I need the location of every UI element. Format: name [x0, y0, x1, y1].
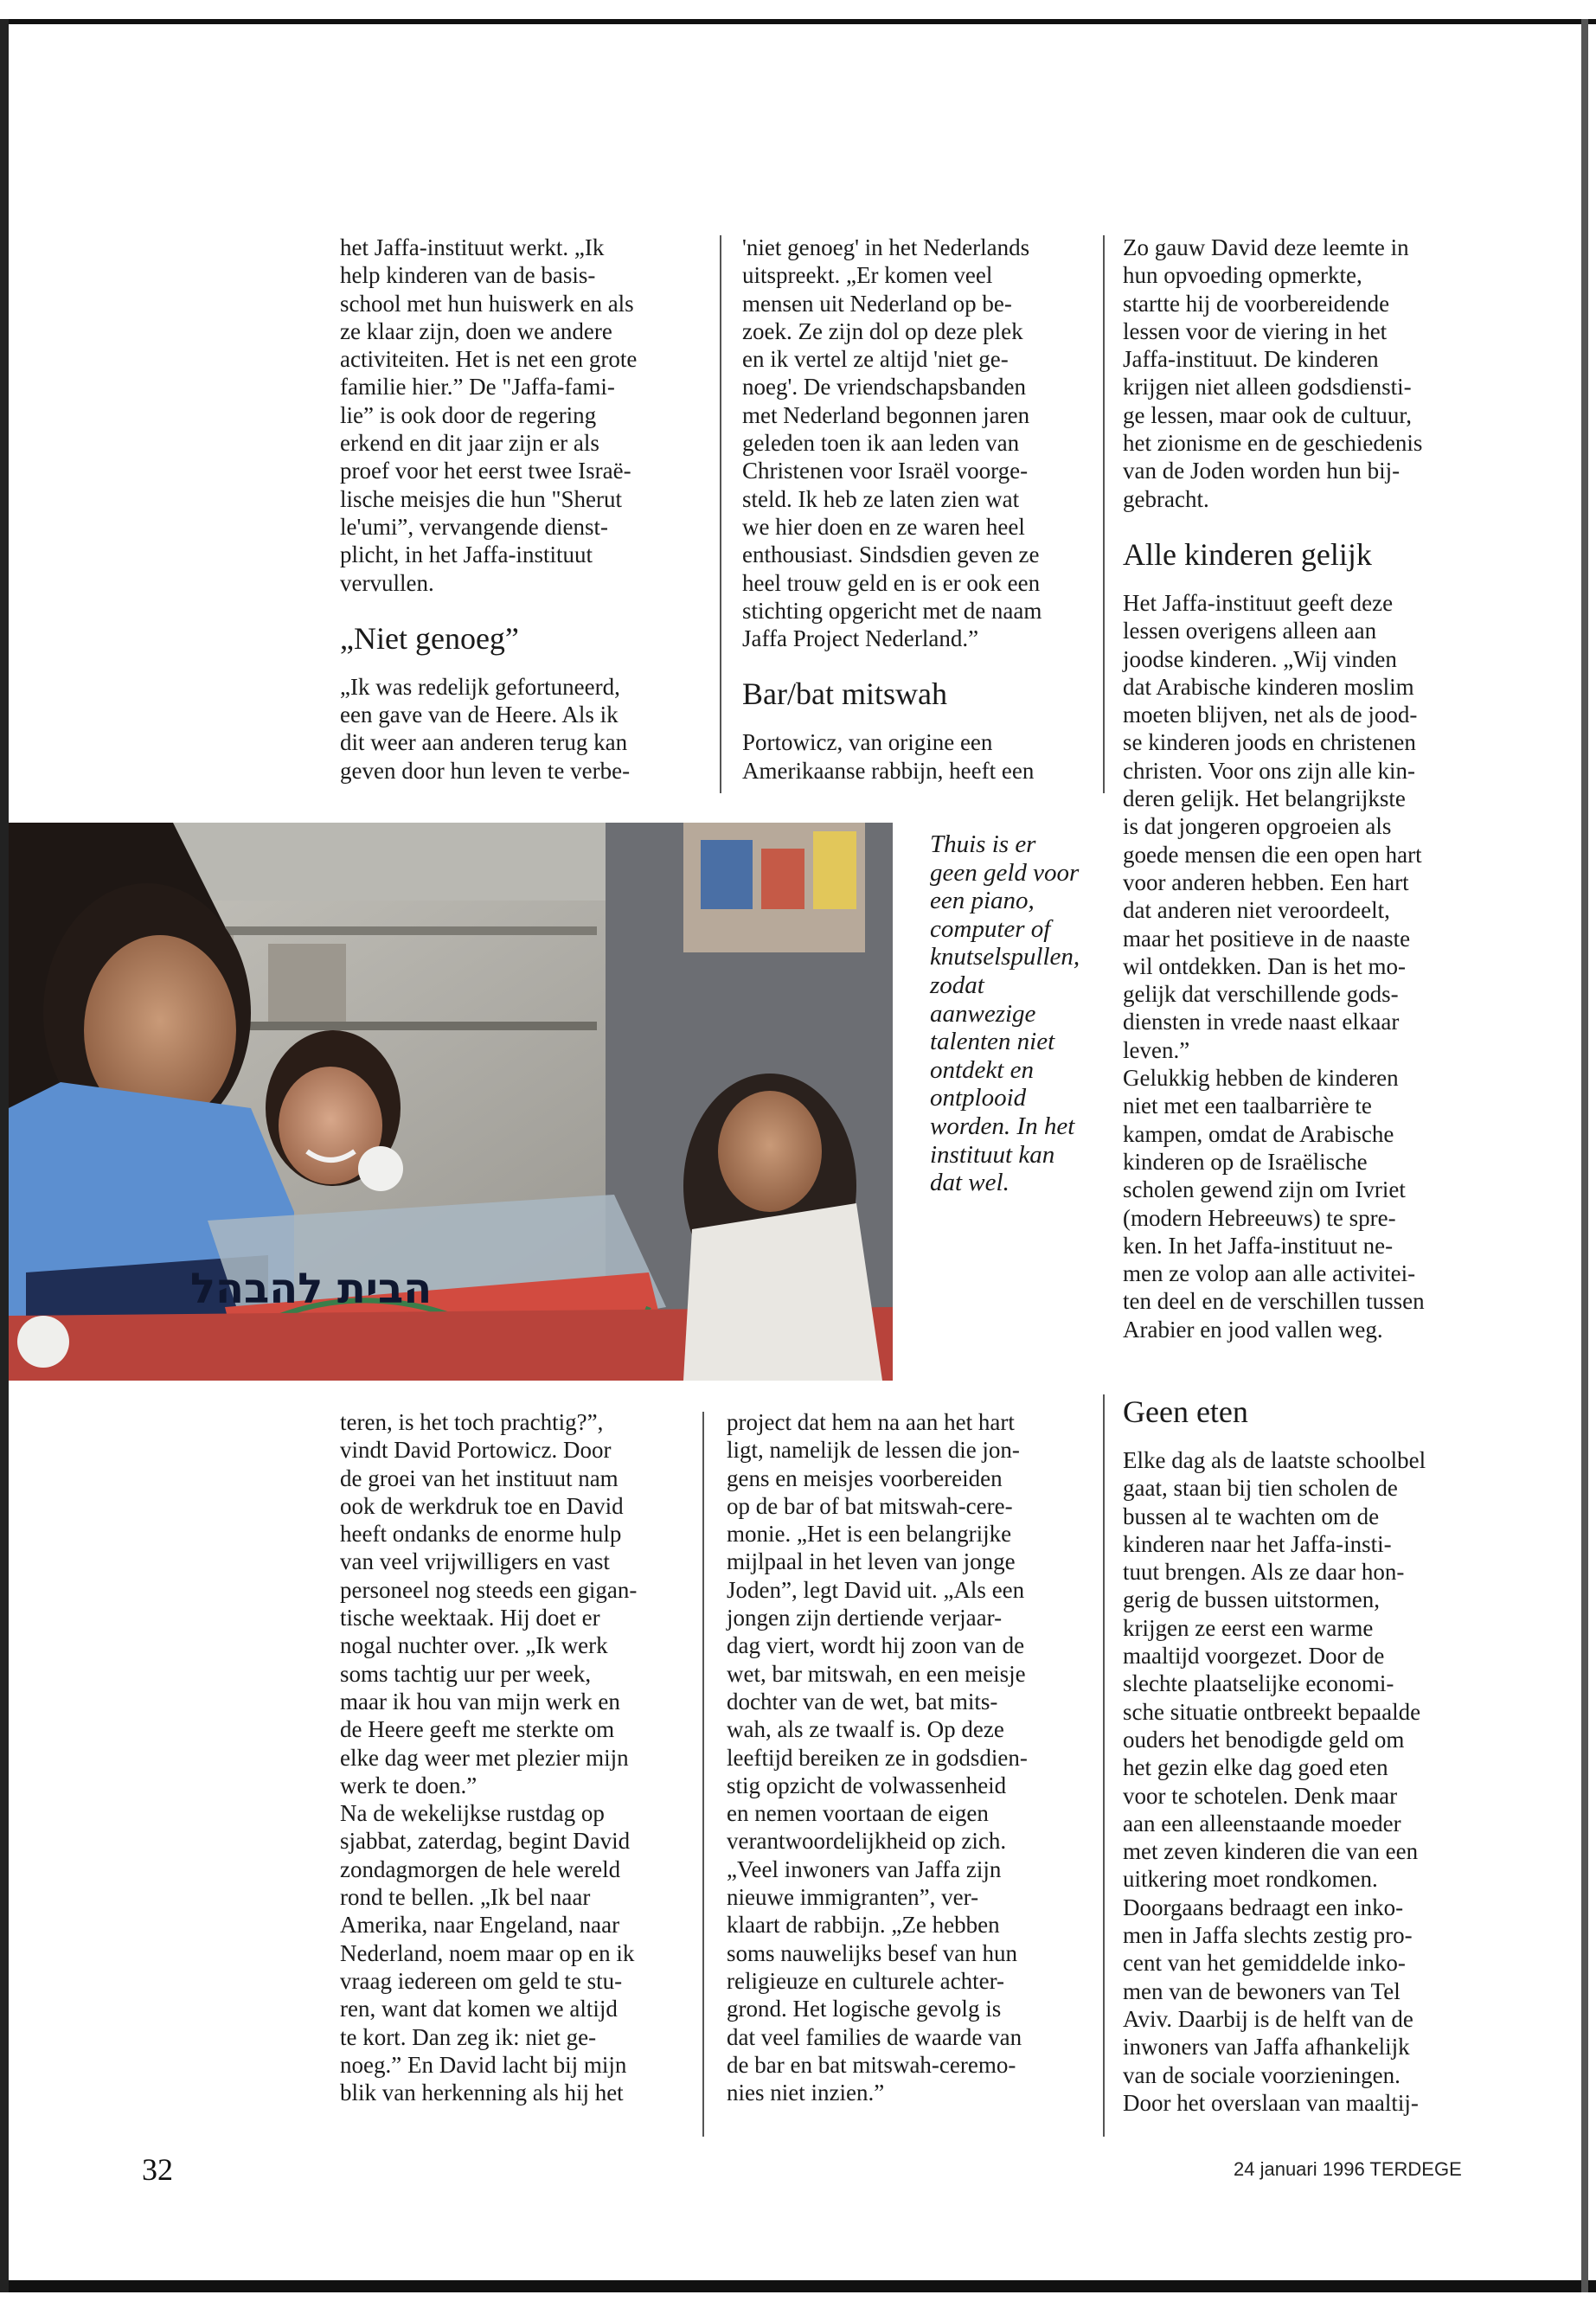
footer-issue-date: 24 januari 1996 TERDEGE: [1234, 2158, 1462, 2180]
text-line: school met hun huiswerk en als: [340, 290, 634, 317]
text-line: vervullen.: [340, 569, 434, 596]
text-line: activiteiten. Het is net een grote: [340, 346, 638, 373]
text-line: dat veel families de waarde van: [727, 2023, 1022, 2050]
text-line: de bar en bat mitswah-ceremo-: [727, 2051, 1016, 2078]
text-line: Amerika, naar Engeland, naar: [340, 1912, 620, 1939]
text-line: steld. Ik heb ze laten zien wat: [742, 485, 1020, 512]
text-line: de Heere geeft me sterkte om: [340, 1716, 615, 1743]
text-line: Christenen voor Israël voorge-: [742, 458, 1029, 484]
text-line: Elke dag als de laatste schoolbel: [1123, 1447, 1426, 1473]
page-frame-bottom: [0, 2280, 1596, 2292]
text-line: Na de wekelijkse rustdag op: [340, 1800, 605, 1827]
text-line: lessen voor de viering in het: [1123, 317, 1388, 344]
text-line: geven door hun leven te verbe-: [340, 757, 631, 784]
text-line: stichting opgericht met de naam: [742, 597, 1042, 624]
text-line: de groei van het instituut nam: [340, 1465, 619, 1491]
text-line: uitkering moet rondkomen.: [1123, 1866, 1378, 1893]
text-line: startte hij de voorbereidende: [1123, 290, 1390, 317]
article-photo: [9, 823, 893, 1381]
text-line: uitspreekt. „Er komen veel: [742, 262, 993, 289]
text-line: le'umi”, vervangende dienst-: [340, 513, 608, 540]
text-line: nieuwe immigranten”, ver-: [727, 1884, 979, 1911]
text-line: Arabier en jood vallen weg.: [1123, 1316, 1383, 1343]
text-line: mijlpaal in het leven van jonge: [727, 1548, 1016, 1575]
text-line: Joden”, legt David uit. „Als een: [727, 1576, 1025, 1603]
col1-intro-paragraph: [340, 234, 679, 597]
text-line: 'niet genoeg' in het Nederlands: [742, 234, 1030, 260]
article-column-3-lower: [1123, 1394, 1469, 2117]
text-line: rond te bellen. „Ik bel naar: [340, 1884, 591, 1911]
text-line: ook de werkdruk toe en David: [340, 1492, 624, 1519]
text-line: we hier doen en ze waren heel: [742, 513, 1025, 540]
text-line: bussen al te wachten om de: [1123, 1503, 1380, 1529]
col2-upper-paragraph: [742, 234, 1084, 652]
text-line: sche situatie ontbreekt bepaalde: [1123, 1698, 1421, 1725]
text-line: ligt, namelijk de lessen die jon-: [727, 1437, 1020, 1464]
text-line: leeftijd bereiken ze in godsdien-: [727, 1744, 1028, 1771]
text-line: plicht, in het Jaffa-instituut: [340, 542, 593, 568]
col1-niet-genoeg-paragraph: [340, 673, 679, 785]
text-line: heel trouw geld en is er ook een: [742, 569, 1041, 596]
text-line: nogal nuchter over. „Ik werk: [340, 1632, 608, 1659]
text-line: inwoners van Jaffa afhankelijk: [1123, 2034, 1410, 2061]
text-line: dat Arabische kinderen moslim: [1123, 673, 1414, 700]
col2-lower-paragraph: [727, 1408, 1073, 2106]
text-line: ren, want dat komen we altijd: [340, 1996, 618, 2022]
text-line: erkend en dit jaar zijn er als: [340, 430, 599, 457]
text-line: klaart de rabbijn. „Ze hebben: [727, 1912, 1000, 1939]
text-line: soms nauwelijks besef van hun: [727, 1939, 1017, 1966]
text-line: „Ik was redelijk gefortuneerd,: [340, 673, 620, 700]
text-line: elke dag weer met plezier mijn: [340, 1744, 629, 1771]
text-line: mensen uit Nederland op be-: [742, 290, 1012, 317]
text-line: Zo gauw David deze leemte in: [1123, 234, 1409, 260]
text-line: goede mensen die een open hart: [1123, 841, 1422, 868]
text-line: zoek. Ze zijn dol op deze plek: [742, 317, 1023, 344]
text-line: men ze volop aan alle activitei-: [1123, 1260, 1416, 1287]
text-line: noeg.” En David lacht bij mijn: [340, 2051, 627, 2078]
text-line: christen. Voor ons zijn alle kin-: [1123, 757, 1415, 784]
text-line: zondagmorgen de hele wereld: [340, 1856, 621, 1882]
text-line: wah, als ze twaalf is. Op deze: [727, 1716, 1004, 1743]
text-line: het gezin elke dag goed eten: [1123, 1754, 1388, 1781]
text-line: ze klaar zijn, doen we andere: [340, 317, 612, 344]
text-line: kampen, omdat de Arabische: [1123, 1120, 1394, 1147]
text-line: hun opvoeding opmerkte,: [1123, 262, 1362, 289]
text-line: vraag iedereen om geld te stu-: [340, 1967, 623, 1994]
text-line: op de bar of bat mitswah-cere-: [727, 1492, 1013, 1519]
article-column-2-lower: [727, 1408, 1073, 2106]
article-column-1-upper: [340, 234, 679, 785]
text-line: voor anderen hebben. Een hart: [1123, 868, 1409, 895]
heading-niet-genoeg: „Niet genoeg”: [340, 620, 519, 656]
text-line: wil ontdekken. Dan is het mo-: [1123, 952, 1406, 979]
text-line: ge lessen, maar ook de cultuur,: [1123, 401, 1413, 428]
page-frame-top: [0, 19, 1596, 24]
page-frame-right: [1581, 19, 1588, 2292]
text-line: van veel vrijwilligers en vast: [340, 1548, 610, 1575]
photo-shirt-lettering: הבית להבהל: [190, 1265, 433, 1313]
text-line: wet, bar mitswah, en een meisje: [727, 1660, 1026, 1687]
text-line: Aviv. Daarbij is de helft van de: [1123, 2005, 1413, 2032]
text-line: Nederland, noem maar op en ik: [340, 1939, 635, 1966]
text-line: men van de bewoners van Tel: [1123, 1977, 1401, 2004]
text-line: dochter van de wet, bat mits-: [727, 1688, 998, 1715]
heading-alle-kinderen-gelijk: Alle kinderen gelijk: [1123, 536, 1372, 572]
text-line: kinderen op de Israëlische: [1123, 1148, 1368, 1175]
text-line: leven.”: [1123, 1036, 1190, 1063]
col3-upper-paragraph: [1123, 234, 1469, 513]
text-line: een gave van de Heere. Als ik: [340, 702, 619, 728]
text-line: soms tachtig uur per week,: [340, 1660, 592, 1687]
text-line: verantwoordelijkheid op zich.: [727, 1828, 1007, 1855]
col3-geen-paragraph: [1123, 1446, 1469, 2117]
heading-bar-mitswah: Bar/bat mitswah: [742, 676, 947, 712]
text-line: ten deel en de verschillen tussen: [1123, 1288, 1425, 1315]
col3-alle-paragraph: [1123, 589, 1469, 1343]
heading-geen-eten: Geen eten: [1123, 1394, 1248, 1429]
text-line: te kort. Dan zeg ik: niet ge-: [340, 2023, 597, 2050]
text-line: maaltijd voorgezet. Door de: [1123, 1643, 1385, 1670]
text-line: men in Jaffa slechts zestig pro-: [1123, 1922, 1413, 1949]
text-line: Het Jaffa-instituut geeft deze: [1123, 589, 1394, 616]
text-line: krijgen niet alleen godsdiensti-: [1123, 374, 1412, 401]
text-line: gebracht.: [1123, 485, 1209, 512]
text-line: het zionisme en de geschiedenis: [1123, 430, 1423, 457]
text-line: jongen zijn dertiende verjaar-: [727, 1605, 1003, 1631]
page-number: 32: [142, 2152, 173, 2187]
text-line: tische weektaak. Hij doet er: [340, 1605, 600, 1631]
text-line: van de sociale voorzieningen.: [1123, 2061, 1401, 2088]
text-line: Jaffa-instituut. De kinderen: [1123, 346, 1379, 373]
text-line: project dat hem na aan het hart: [727, 1409, 1015, 1435]
column-rule-lower-2: [1103, 1394, 1105, 2137]
text-line: teren, is het toch prachtig?”,: [340, 1409, 604, 1435]
text-line: Jaffa Project Nederland.”: [742, 625, 979, 652]
text-line: lie” is ook door de regering: [340, 401, 597, 428]
text-line: lische meisjes die hun "Sherut: [340, 485, 622, 512]
column-rule-lower-1: [702, 1412, 704, 2137]
text-line: gaat, staan bij tien scholen de: [1123, 1475, 1398, 1502]
text-line: (modern Hebreeuws) te spre-: [1123, 1204, 1396, 1231]
text-line: se kinderen joods en christenen: [1123, 729, 1416, 756]
text-line: gerig de bussen uitstormen,: [1123, 1586, 1380, 1613]
text-line: aan een alleenstaande moeder: [1123, 1810, 1401, 1836]
text-line: gelijk dat verschillende gods-: [1123, 981, 1399, 1008]
text-line: slechte plaatselijke economi-: [1123, 1670, 1394, 1697]
text-line: heeft ondanks de enorme hulp: [340, 1521, 622, 1548]
text-line: vindt David Portowicz. Door: [340, 1437, 612, 1464]
text-line: met Nederland begonnen jaren: [742, 401, 1030, 428]
text-line: familie hier.” De "Jaffa-fami-: [340, 374, 615, 401]
text-line: religieuze en culturele achter-: [727, 1967, 1005, 1994]
text-line: kinderen naar het Jaffa-insti-: [1123, 1530, 1392, 1557]
text-line: werk te doen.”: [340, 1772, 478, 1798]
text-line: maar ik hou van mijn werk en: [340, 1688, 620, 1715]
text-line: Door het overslaan van maaltij-: [1123, 2089, 1419, 2116]
text-line: scholen gewend zijn om Ivriet: [1123, 1176, 1406, 1203]
text-line: voor te schotelen. Denk maar: [1123, 1782, 1398, 1809]
article-column-2-upper: [742, 234, 1084, 785]
text-line: tuut brengen. Als ze daar hon-: [1123, 1559, 1405, 1586]
text-line: en ik vertel ze altijd 'niet ge-: [742, 346, 1009, 373]
text-line: dag viert, wordt hij zoon van de: [727, 1632, 1025, 1659]
text-line: met zeven kinderen die van een: [1123, 1838, 1419, 1865]
pull-quote: Thuis is er geen geld voor een piano, computer of knutselspullen, zodat aanwezige talenten niet ontdekt en ontplooid worden. In het instituut kan dat wel.: [930, 830, 1080, 1197]
article-column-3-upper: [1123, 234, 1469, 1343]
text-line: sjabbat, zaterdag, begint David: [340, 1828, 631, 1855]
col1-lower-paragraph: [340, 1408, 679, 2106]
text-line: moeten blijven, net als de jood-: [1123, 702, 1418, 728]
page-frame-left: [0, 19, 9, 2292]
text-line: blik van herkenning als hij het: [340, 2080, 624, 2106]
text-line: het Jaffa-instituut werkt. „Ik: [340, 234, 605, 260]
text-line: ouders het benodigde geld om: [1123, 1726, 1405, 1753]
text-line: proef voor het eerst twee Israë-: [340, 458, 631, 484]
text-line: dit weer aan anderen terug kan: [340, 729, 628, 756]
text-line: Doorgaans bedraagt een inko-: [1123, 1894, 1404, 1920]
text-line: stig opzicht de volwassenheid: [727, 1772, 1007, 1798]
text-line: enthousiast. Sindsdien geven ze: [742, 542, 1040, 568]
text-line: personeel nog steeds een gigan-: [340, 1576, 638, 1603]
text-line: is dat jongeren opgroeien als: [1123, 813, 1392, 840]
col2-bar-paragraph: [742, 728, 1084, 785]
text-line: nies niet inzien.”: [727, 2080, 885, 2106]
text-line: deren gelijk. Het belangrijkste: [1123, 785, 1406, 812]
text-line: cent van het gemiddelde inko-: [1123, 1950, 1406, 1977]
text-line: Portowicz, van origine een: [742, 729, 993, 756]
text-line: Gelukkig hebben de kinderen: [1123, 1065, 1399, 1092]
text-line: ken. In het Jaffa-instituut ne-: [1123, 1232, 1394, 1259]
text-line: en nemen voortaan de eigen: [727, 1800, 989, 1827]
text-line: grond. Het logische gevolg is: [727, 1996, 1002, 2022]
text-line: noeg'. De vriendschapsbanden: [742, 374, 1027, 401]
text-line: gens en meisjes voorbereiden: [727, 1465, 1003, 1491]
column-rule-upper-1: [720, 235, 721, 793]
text-line: help kinderen van de basis-: [340, 262, 596, 289]
article-column-1-lower: [340, 1408, 679, 2106]
text-line: niet met een taalbarrière te: [1123, 1093, 1372, 1119]
text-line: maar het positieve in de naaste: [1123, 925, 1411, 952]
text-line: „Veel inwoners van Jaffa zijn: [727, 1856, 1002, 1882]
text-line: joodse kinderen. „Wij vinden: [1123, 645, 1397, 672]
text-line: lessen overigens alleen aan: [1123, 618, 1377, 644]
text-line: Amerikaanse rabbijn, heeft een: [742, 757, 1035, 784]
column-rule-upper-2: [1103, 235, 1105, 793]
text-line: krijgen ze eerst een warme: [1123, 1614, 1374, 1641]
text-line: monie. „Het is een belangrijke: [727, 1521, 1012, 1548]
text-line: van de Joden worden hun bij-: [1123, 458, 1401, 484]
text-line: diensten in vrede naast elkaar: [1123, 1009, 1400, 1035]
text-line: dat anderen niet veroordeelt,: [1123, 897, 1390, 924]
text-line: geleden toen ik aan leden van: [742, 430, 1020, 457]
